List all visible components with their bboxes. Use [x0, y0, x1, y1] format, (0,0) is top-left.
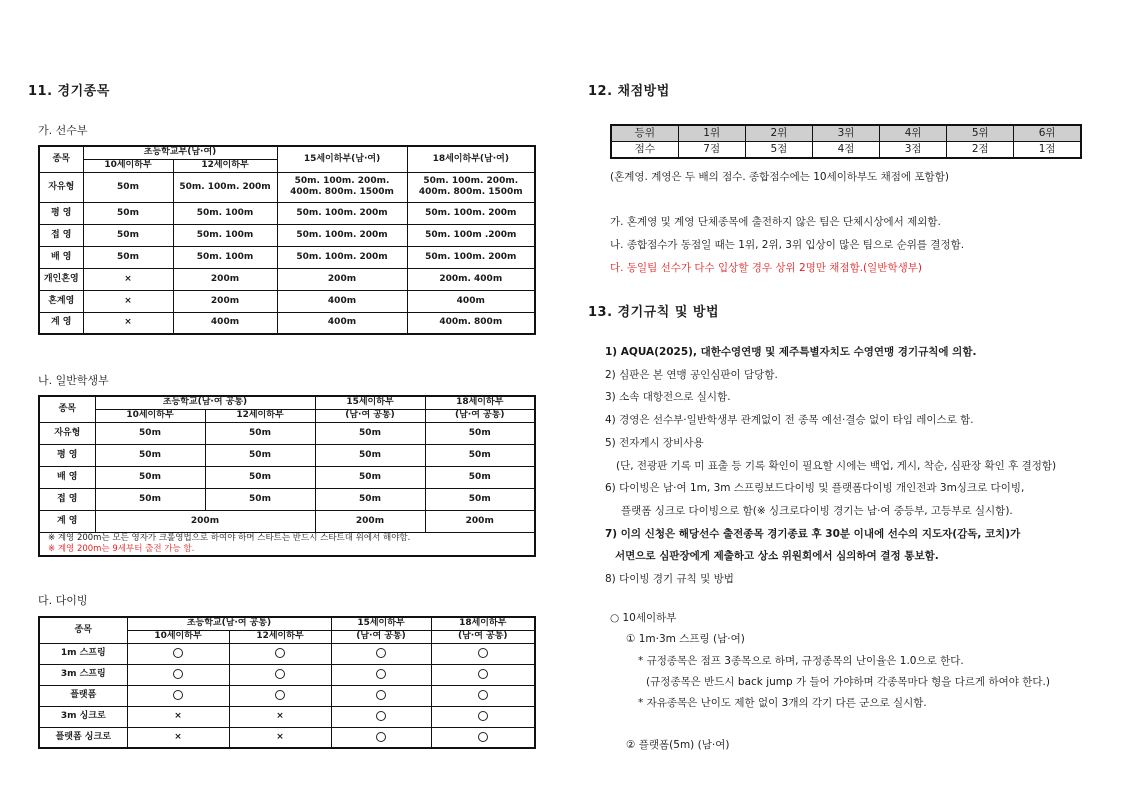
cell: 50m: [95, 422, 205, 444]
cell: ×: [83, 312, 173, 334]
diving-spring-heading: ① 1m·3m 스프링 (남·여): [626, 633, 745, 645]
circle-icon: [173, 648, 183, 658]
cell: ×: [83, 290, 173, 312]
circle-icon: [376, 711, 386, 721]
points-header: 점수: [611, 142, 678, 159]
section-11-title: 11. 경기종목: [28, 84, 110, 99]
rank-cell: 6위: [1014, 125, 1081, 142]
header-elementary: 초등학교(남·여 공통): [95, 396, 315, 409]
header-u10: 10세이하부: [95, 409, 205, 422]
cell: [331, 664, 431, 685]
cell: 50m. 100m. 200m: [173, 172, 277, 202]
header-u18: 18세이하부(남·여): [407, 146, 535, 172]
relay-note: ※ 계영 200m는 모든 영자가 크롤영법으로 하여야 하며 스타트는 반드시 스타트대 위에서 해야함.: [48, 532, 411, 543]
header-u15: 15세이하부: [331, 617, 431, 630]
cell: 400m: [173, 312, 277, 334]
table-row: [39, 643, 535, 664]
points-cell: 2점: [947, 142, 1014, 159]
header-event: 종목: [39, 396, 95, 422]
event-name: 자유형: [39, 172, 83, 202]
cell: 50m: [83, 246, 173, 268]
cell: 50m: [315, 444, 425, 466]
table-row: [39, 510, 535, 532]
cell: 50m. 100m: [173, 246, 277, 268]
event-name: 평 영: [39, 202, 83, 224]
section-12-title: 12. 채점방법: [588, 84, 670, 99]
rank-cell: 1위: [678, 125, 745, 142]
cell: [331, 643, 431, 664]
circle-icon: [173, 690, 183, 700]
header-u15: 15세이하부(남·여): [277, 146, 407, 172]
cell: ×: [127, 727, 229, 748]
event-name: 계 영: [39, 510, 95, 532]
rule-7-detail: 서면으로 심판장에게 제출하고 상소 위원회에서 심의하여 결정 통보함.: [615, 550, 939, 562]
points-cell: 7점: [678, 142, 745, 159]
header-u12: 12세이하부: [205, 409, 315, 422]
section-13-title: 13. 경기규칙 및 방법: [588, 305, 720, 320]
cell: 50m: [205, 466, 315, 488]
table-row: [39, 172, 535, 202]
circle-icon: [376, 669, 386, 679]
circle-icon: [275, 669, 285, 679]
circle-icon: [275, 690, 285, 700]
cell: 50m. 100m .200m: [407, 224, 535, 246]
cell: [229, 664, 331, 685]
table-row: [39, 202, 535, 224]
points-cell: 4점: [812, 142, 879, 159]
cell-line: 400m. 800m. 1500m: [290, 187, 394, 197]
circle-icon: [376, 690, 386, 700]
cell: 200m: [425, 510, 535, 532]
circle-icon: [173, 669, 183, 679]
rule-5: 5) 전자게시 장비사용: [605, 437, 704, 449]
scoring-item-na: 나. 종합점수가 동점일 때는 1위, 2위, 3위 입상이 많은 팀으로 순위를 결정함.: [610, 239, 965, 251]
cell: 400m: [407, 290, 535, 312]
general-student-table: [38, 395, 536, 557]
header-u18: 18세이하부: [425, 396, 535, 409]
cell: ×: [127, 706, 229, 727]
athlete-division-table: [38, 145, 536, 335]
event-name: 평 영: [39, 444, 95, 466]
rank-header: 등위: [611, 125, 678, 142]
table-row: [39, 664, 535, 685]
event-name: 배 영: [39, 246, 83, 268]
header-u15-common: (남·여 공통): [315, 409, 425, 422]
table-row: [39, 290, 535, 312]
cell: 200m: [95, 510, 315, 532]
header-elementary: 초등학교부(남·여): [83, 146, 277, 159]
header-event: 종목: [39, 146, 83, 172]
circle-icon: [376, 732, 386, 742]
cell: 50m: [425, 488, 535, 510]
cell: 50m. 100m. 200m: [407, 202, 535, 224]
cell: 400m. 800m: [407, 312, 535, 334]
cell-line: 50m. 100m. 200m.: [423, 176, 519, 186]
table-row: [39, 246, 535, 268]
score-table: [610, 124, 1082, 159]
header-elementary: 초등학교(남·여 공통): [127, 617, 331, 630]
diving-platform-heading: ② 플랫폼(5m) (남·여): [626, 739, 730, 751]
event-name: 접 영: [39, 224, 83, 246]
table-row: [39, 312, 535, 334]
relay-note-age: ※ 계영 200m는 9세부터 출전 가능 함.: [48, 543, 195, 554]
rank-cell: 3위: [812, 125, 879, 142]
circle-icon: [478, 711, 488, 721]
cell: [331, 727, 431, 748]
cell: 50m: [205, 444, 315, 466]
points-cell: 5점: [745, 142, 812, 159]
cell: 200m. 400m: [407, 268, 535, 290]
cell: 50m: [95, 444, 205, 466]
header-u12: 12세이하부: [229, 630, 331, 643]
circle-icon: [275, 648, 285, 658]
diving-spring-rule-b: (규정종목은 반드시 back jump 가 들어 가야하며 각종목마다 형을 다르게 하여야 한다.): [646, 676, 1050, 688]
cell: 50m: [315, 488, 425, 510]
cell: 50m. 100m: [173, 224, 277, 246]
cell: [331, 685, 431, 706]
rank-cell: 5위: [947, 125, 1014, 142]
table-row: [39, 685, 535, 706]
cell: ×: [229, 706, 331, 727]
cell: [277, 172, 407, 202]
event-name: 배 영: [39, 466, 95, 488]
table-row: [39, 422, 535, 444]
header-u15: 15세이하부: [315, 396, 425, 409]
cell: [431, 643, 535, 664]
cell: 400m: [277, 290, 407, 312]
event-name: 자유형: [39, 422, 95, 444]
points-cell: 3점: [880, 142, 947, 159]
diving-title: 다. 다이빙: [38, 594, 88, 607]
table-row: [39, 224, 535, 246]
scoring-item-da: 다. 동일팀 선수가 다수 입상할 경우 상위 2명만 채점함.(일반학생부): [610, 262, 922, 274]
cell: 50m: [315, 422, 425, 444]
cell: 50m. 100m. 200m: [407, 246, 535, 268]
table-row: [39, 444, 535, 466]
diving-u10-heading: ○ 10세이하부: [610, 612, 677, 624]
table-row: [39, 268, 535, 290]
circle-icon: [478, 732, 488, 742]
cell: 50m: [83, 224, 173, 246]
rank-cell: 4위: [880, 125, 947, 142]
event-name: 플랫폼: [39, 685, 127, 706]
header-u18: 18세이하부: [431, 617, 535, 630]
rule-6: 6) 다이빙은 남·여 1m, 3m 스프링보드다이빙 및 플랫폼다이빙 개인전과 3m싱크로 다이빙,: [605, 482, 1025, 494]
header-u10: 10세이하부: [127, 630, 229, 643]
header-u15-common: (남·여 공통): [331, 630, 431, 643]
cell: ×: [229, 727, 331, 748]
rule-3: 3) 소속 대항전으로 실시함.: [605, 391, 731, 403]
cell: 50m: [425, 444, 535, 466]
table-row: [39, 727, 535, 748]
score-note: (혼계영. 계영은 두 배의 점수. 종합점수에는 10세이하부도 채점에 포함함): [610, 171, 949, 183]
cell: 50m. 100m: [173, 202, 277, 224]
circle-icon: [478, 669, 488, 679]
table-row: [39, 466, 535, 488]
athlete-division-title: 가. 선수부: [38, 124, 88, 137]
cell: 50m: [425, 422, 535, 444]
diving-table: [38, 616, 536, 749]
header-u10: 10세이하부: [83, 159, 173, 172]
scoring-item-ga: 가. 혼계영 및 계영 단체종목에 출전하지 않은 팀은 단체시상에서 제외함.: [610, 216, 941, 228]
cell: 400m: [277, 312, 407, 334]
circle-icon: [478, 648, 488, 658]
cell: 50m. 100m. 200m: [277, 202, 407, 224]
circle-icon: [376, 648, 386, 658]
relay-notes: [39, 532, 535, 556]
cell: [229, 685, 331, 706]
event-name: 개인혼영: [39, 268, 83, 290]
diving-spring-rule-c: * 자유종목은 난이도 제한 없이 3개의 각기 다른 군으로 실시함.: [638, 697, 927, 709]
rank-cell: 2위: [745, 125, 812, 142]
cell: 50m: [205, 422, 315, 444]
cell: 50m: [425, 466, 535, 488]
rule-4: 4) 경영은 선수부·일반학생부 관계없이 전 종목 예선·결승 없이 타임 레이스로 함.: [605, 414, 974, 426]
points-cell: 1점: [1014, 142, 1081, 159]
cell-line: 400m. 800m. 1500m: [418, 187, 523, 197]
cell: ×: [83, 268, 173, 290]
cell: 200m: [173, 290, 277, 312]
circle-icon: [478, 690, 488, 700]
rule-1: 1) AQUA(2025), 대한수영연맹 및 제주특별자치도 수영연맹 경기규칙에 의함.: [605, 346, 977, 358]
cell: 50m: [83, 172, 173, 202]
event-name: 혼계영: [39, 290, 83, 312]
cell: [127, 664, 229, 685]
header-u18-common: (남·여 공통): [431, 630, 535, 643]
cell: [431, 706, 535, 727]
cell: [127, 685, 229, 706]
table-row: [39, 488, 535, 510]
event-name: 3m 싱크로: [39, 706, 127, 727]
event-name: 3m 스프링: [39, 664, 127, 685]
event-name: 플랫폼 싱크로: [39, 727, 127, 748]
general-student-title: 나. 일반학생부: [38, 374, 109, 387]
cell: 50m: [95, 488, 205, 510]
cell: 50m: [83, 202, 173, 224]
cell: [431, 664, 535, 685]
rule-2: 2) 심판은 본 연맹 공인심판이 담당함.: [605, 369, 778, 381]
table-row: [39, 706, 535, 727]
rule-6-detail: 플랫폼 싱크로 다이빙으로 함(※ 싱크로다이빙 경기는 남·여 중등부, 고등부로 실시함).: [621, 505, 1013, 517]
event-name: 접 영: [39, 488, 95, 510]
rule-8: 8) 다이빙 경기 규칙 및 방법: [605, 573, 734, 585]
header-event: 종목: [39, 617, 127, 643]
cell: [331, 706, 431, 727]
cell: 50m: [315, 466, 425, 488]
cell: [229, 643, 331, 664]
cell: 50m. 100m. 200m: [277, 246, 407, 268]
cell: 200m: [315, 510, 425, 532]
cell: 50m. 100m. 200m: [277, 224, 407, 246]
cell: 50m: [205, 488, 315, 510]
rule-5-detail: (단, 전광판 기록 미 표출 등 기록 확인이 필요할 시에는 백업, 게시, 착순, 심판장 확인 후 결정함): [616, 460, 1057, 472]
cell: 200m: [173, 268, 277, 290]
rule-7: 7) 이의 신청은 해당선수 출전종목 경기종료 후 30분 이내에 선수의 지도자(감독, 코치)가: [605, 528, 1021, 540]
header-u18-common: (남·여 공통): [425, 409, 535, 422]
header-u12: 12세이하부: [173, 159, 277, 172]
cell-line: 50m. 100m. 200m.: [294, 176, 390, 186]
cell: [431, 727, 535, 748]
cell: 50m: [95, 466, 205, 488]
cell: [431, 685, 535, 706]
diving-spring-rule-a: * 규정종목은 점프 3종목으로 하며, 규정종목의 난이율은 1.0으로 한다.: [638, 655, 964, 667]
cell: 200m: [277, 268, 407, 290]
cell: [127, 643, 229, 664]
event-name: 1m 스프링: [39, 643, 127, 664]
event-name: 계 영: [39, 312, 83, 334]
cell: [407, 172, 535, 202]
